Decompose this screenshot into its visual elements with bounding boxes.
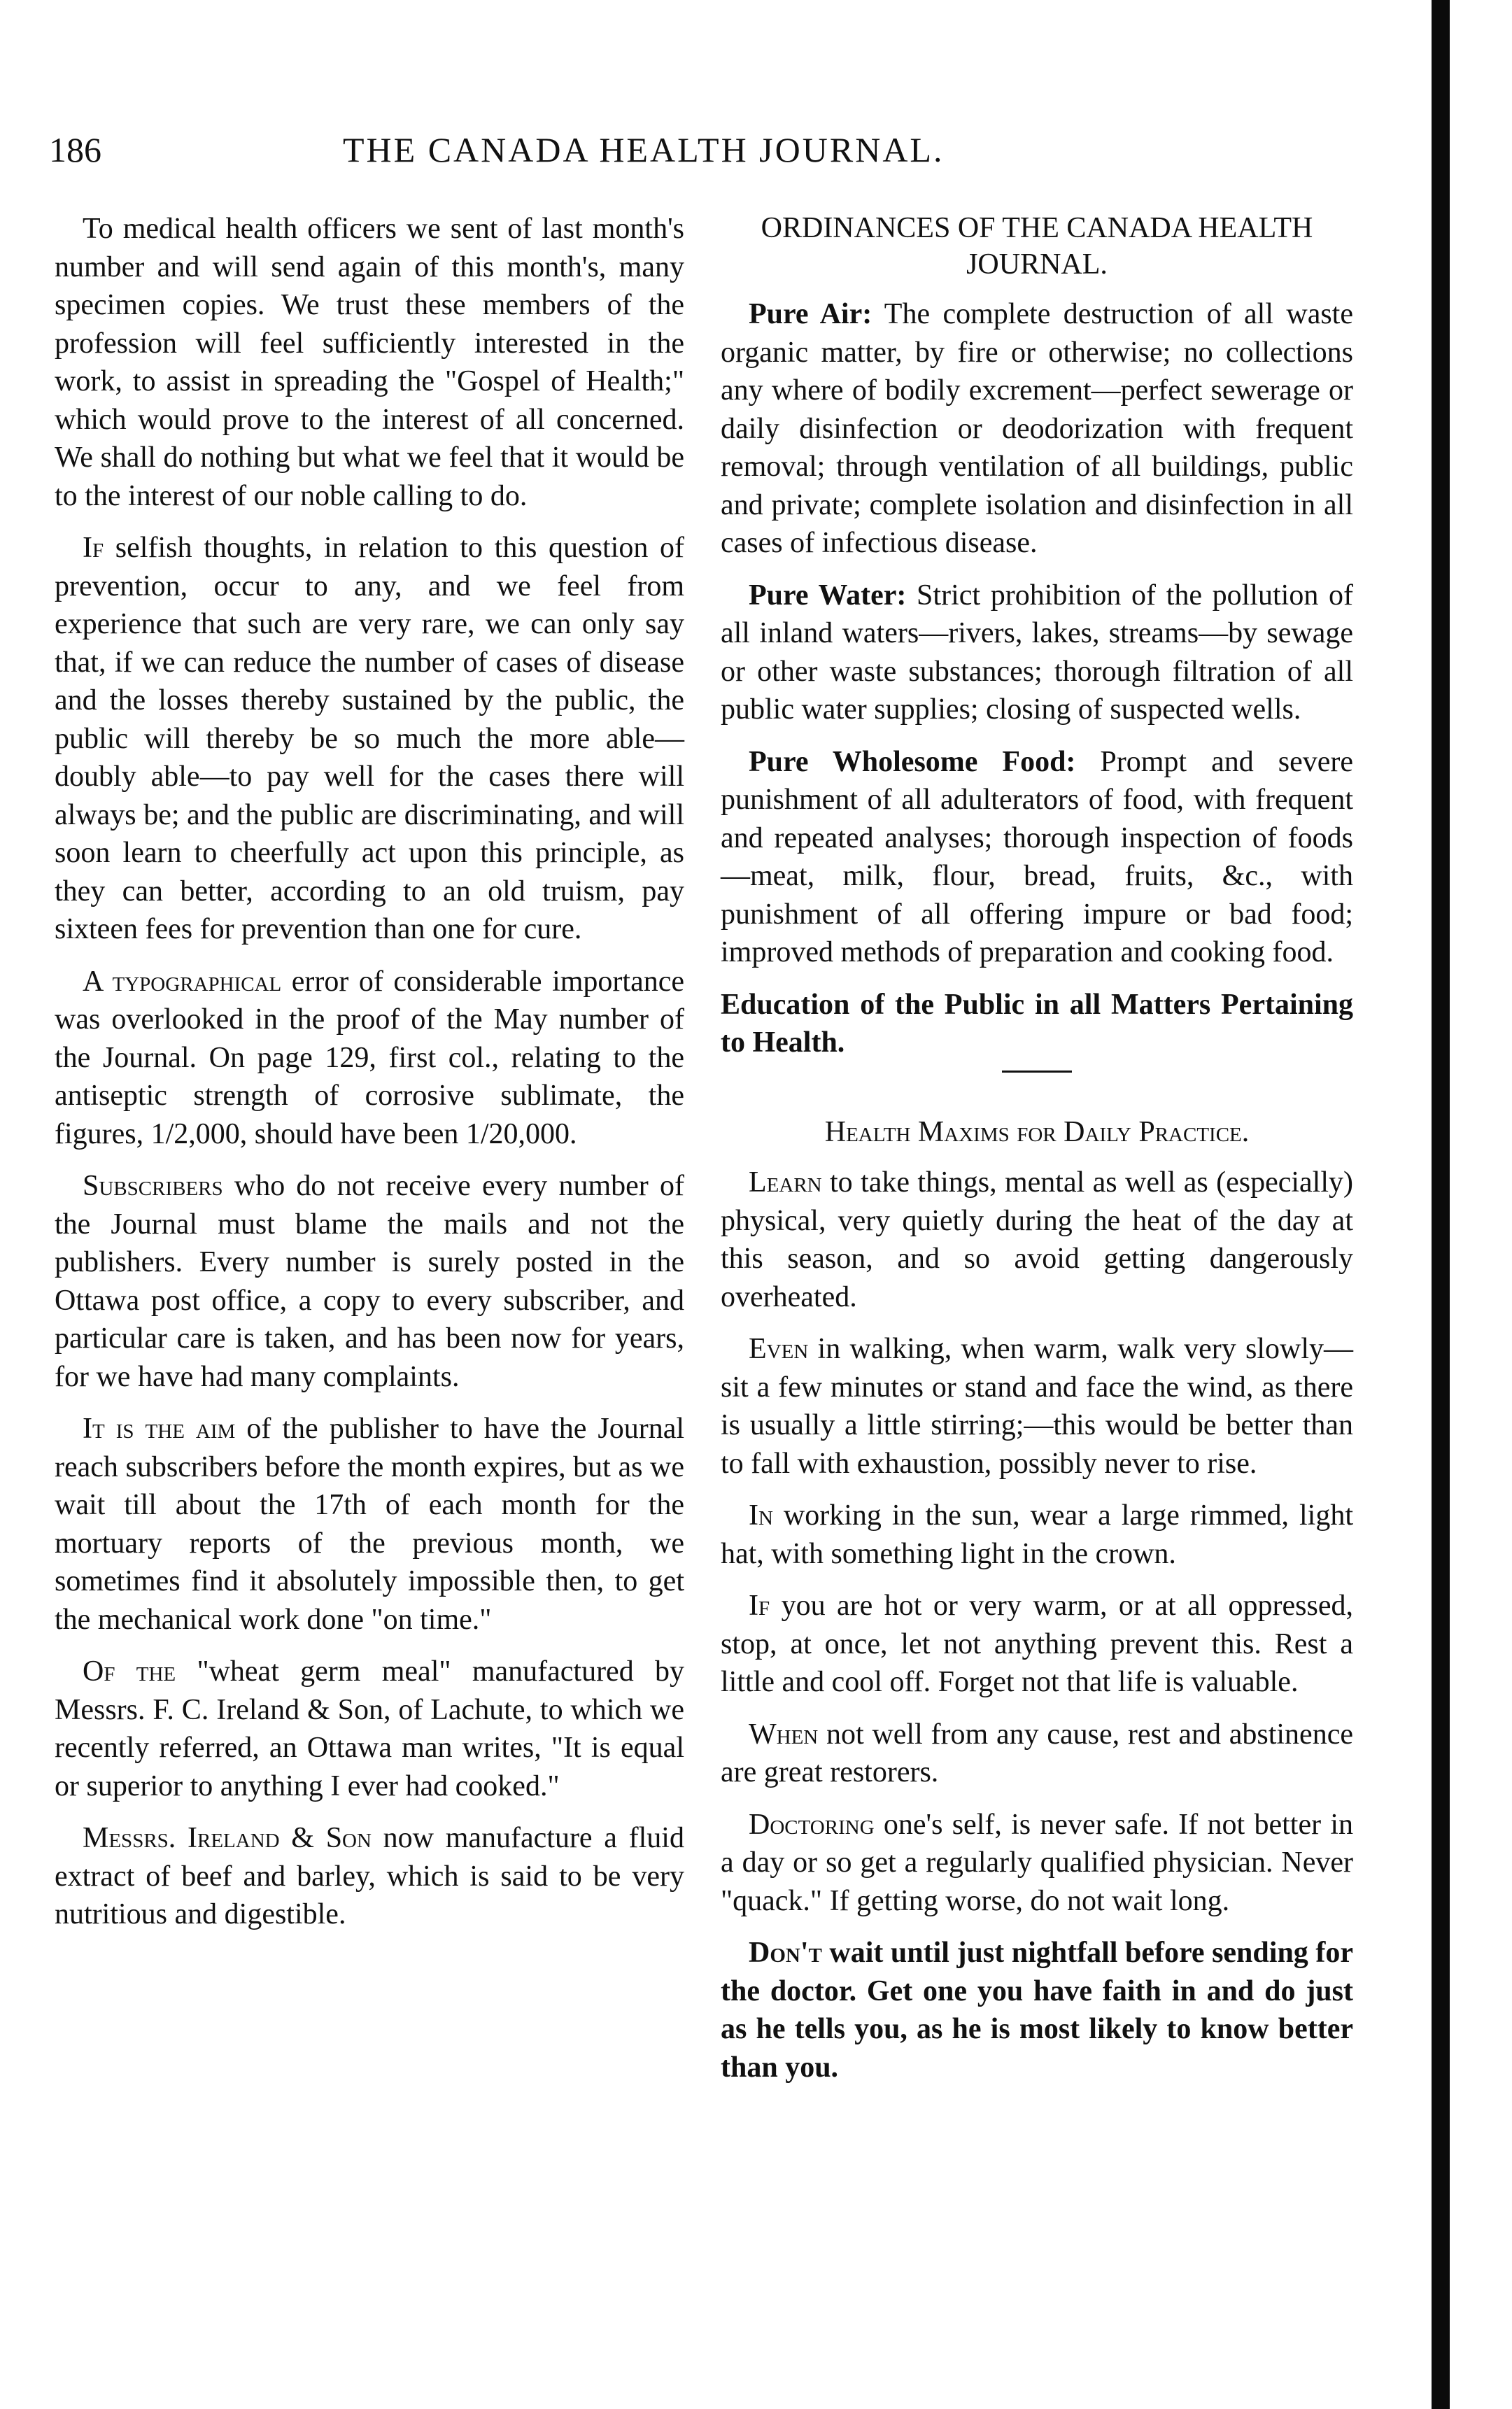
ordinance-text: The complete destruction of all waste organic matter, by fire or otherwise; no collections any where of bodily excrement—perfect sewerage or daily disinfection or deodorization with frequent removal; through ventilation of all buildings, public and private; complete isolation and disinfection in all cases of infectious disease. [721,298,1353,559]
paragraph [55,1167,684,1396]
maxim [721,1330,1353,1483]
paragraph-lead: It is the aim [83,1413,236,1445]
maxim-lead: Doctoring [749,1808,875,1841]
education-line: Education of the Public in all Matters Pertaining to Health. [721,988,1353,1059]
left-column [55,210,684,1948]
page-number: 186 [49,130,101,169]
ordinance-title: Pure Water: [749,579,907,612]
paragraph [55,963,684,1154]
paragraph-lead: Of the [83,1655,176,1688]
paragraph-text: selfish thoughts, in relation to this question of prevention, occur to any, and we feel from experience that such are very rare, we can only say that, if we can reduce the number of cases of disease and the losses thereby sustained by the public, the public will thereby be so much the more able—doubly able—to pay well for the cases there will always be; and the public are discriminating, and will soon learn to cheerfully act upon this principle, as they can better, according to an old truism, pay sixteen fees for prevention than one for cure. [55,532,684,945]
maxim-text: one's self, is never safe. If not better in a day or so get a regularly qualified physician. Never "quack." If getting worse, do not wait long. [721,1808,1353,1917]
ordinance-text: Prompt and severe punishment of all adulterators of food, with frequent and repeated analyses; thorough inspection of foods—meat, milk, flour, bread, fruits, &c., with punishment of all offering impure or bad food; improved methods of preparation and cooking food. [721,745,1353,968]
page-header [49,129,1029,185]
paragraph [55,529,684,949]
paragraph-lead: Messrs. Ireland & Son [83,1822,372,1854]
paragraph-lead: Subscribers [83,1170,223,1202]
maxim-lead: In [749,1499,773,1532]
paragraph-text: error of considerable importance was overlooked in the proof of the May number of the Journal. On page 129, first col., relating to the antiseptic strength of corrosive sublimate, the figures, 1/2,000, should have been 1/20,000. [55,965,684,1150]
ordinance-text: Strict prohibition of the pollution of all inland waters—rivers, lakes, streams—by sewage or other waste substances; thorough filtration of all public water supplies; closing of suspected wells. [721,579,1353,726]
paragraph-text: "wheat germ meal" manufactured by Messrs. F. C. Ireland & Son, of Lachute, to which we recently referred, an Ottawa man writes, "It is equal or superior to anything I ever had cooked." [55,1655,684,1802]
maxim [721,1497,1353,1573]
maxim [721,1587,1353,1702]
paragraph [55,210,684,515]
maxim [721,1164,1353,1316]
maxim [721,1806,1353,1921]
maxim-lead: Don't [749,1937,822,1969]
maxim-lead: Learn [749,1166,822,1199]
ordinance-title: Pure Wholesome Food: [749,745,1076,778]
paragraph [55,1410,684,1639]
paragraph-text: To medical health officers we sent of last month's number and will send again of this month's, many specimen copies. We trust these members of the profession will feel sufficiently interested in the work, to assist in spreading the "Gospel of Health;" which would prove to the interest of all concerned. We shall do nothing but what we feel that it would be to the interest of our noble calling to do. [55,213,684,512]
page-edge-shadow [1432,0,1450,2409]
maxim-text: in walking, when warm, walk very slowly—sit a few minutes or stand and face the wind, as there is usually a little stirring;—this would be better than to fall with exhaustion, possibly never to rise. [721,1333,1353,1480]
maxim-text: wait until just nightfall before sending for the doctor. Get one you have faith in and do just as he tells you, as he is most likely to know better than you. [721,1937,1353,2084]
maxim [721,1716,1353,1792]
maxim-text: you are hot or very warm, or at all oppressed, stop, at once, let not anything prevent this. Rest a little and cool off. Forget not that life is valuable. [721,1590,1353,1698]
paragraph-lead: A typographical [83,965,282,998]
right-column [721,210,1353,2100]
maxim-text: to take things, mental as well as (especially) physical, very quietly during the heat of the day at this season, and so avoid getting dangerously overheated. [721,1166,1353,1313]
maxims-heading: Health Maxims for Daily Practice. [824,1115,1250,1148]
maxim-text: not well from any cause, rest and abstinence are great restorers. [721,1718,1353,1788]
ordinance [721,295,1353,563]
paragraph [55,1819,684,1934]
maxim-lead: Even [749,1333,809,1365]
section-divider [1002,1071,1072,1073]
maxim-text: working in the sun, wear a large rimmed, light hat, with something light in the crown. [721,1499,1353,1570]
ordinance [721,743,1353,972]
ordinances-heading: ORDINANCES OF THE CANADA HEALTH JOURNAL. [761,212,1313,281]
ordinance-title: Pure Air: [749,298,872,330]
ordinance [721,577,1353,729]
paragraph-text: of the publisher to have the Journal reach subscribers before the month expires, but as we wait till about the 17th of each month for the mortuary reports of the previous month, we sometimes find it absolutely impossible then, to get the mechanical work done "on time." [55,1413,685,1636]
paragraph-lead: If [83,532,104,564]
running-head: THE CANADA HEALTH JOURNAL. [343,130,945,169]
maxim [721,1934,1353,2086]
maxim-lead: If [749,1590,770,1622]
maxim-lead: When [749,1718,819,1751]
paragraph [55,1653,684,1805]
paragraph-text: who do not receive every number of the Journal must blame the mails and not the publishers. Every number is surely posted in the Ottawa post office, a copy to every subscriber, and particular care is taken, and has been now for years, for we have had many complaints. [55,1170,684,1393]
paragraph-text: now manufacture a fluid extract of beef and barley, which is said to be very nutritious and digestible. [55,1822,684,1930]
